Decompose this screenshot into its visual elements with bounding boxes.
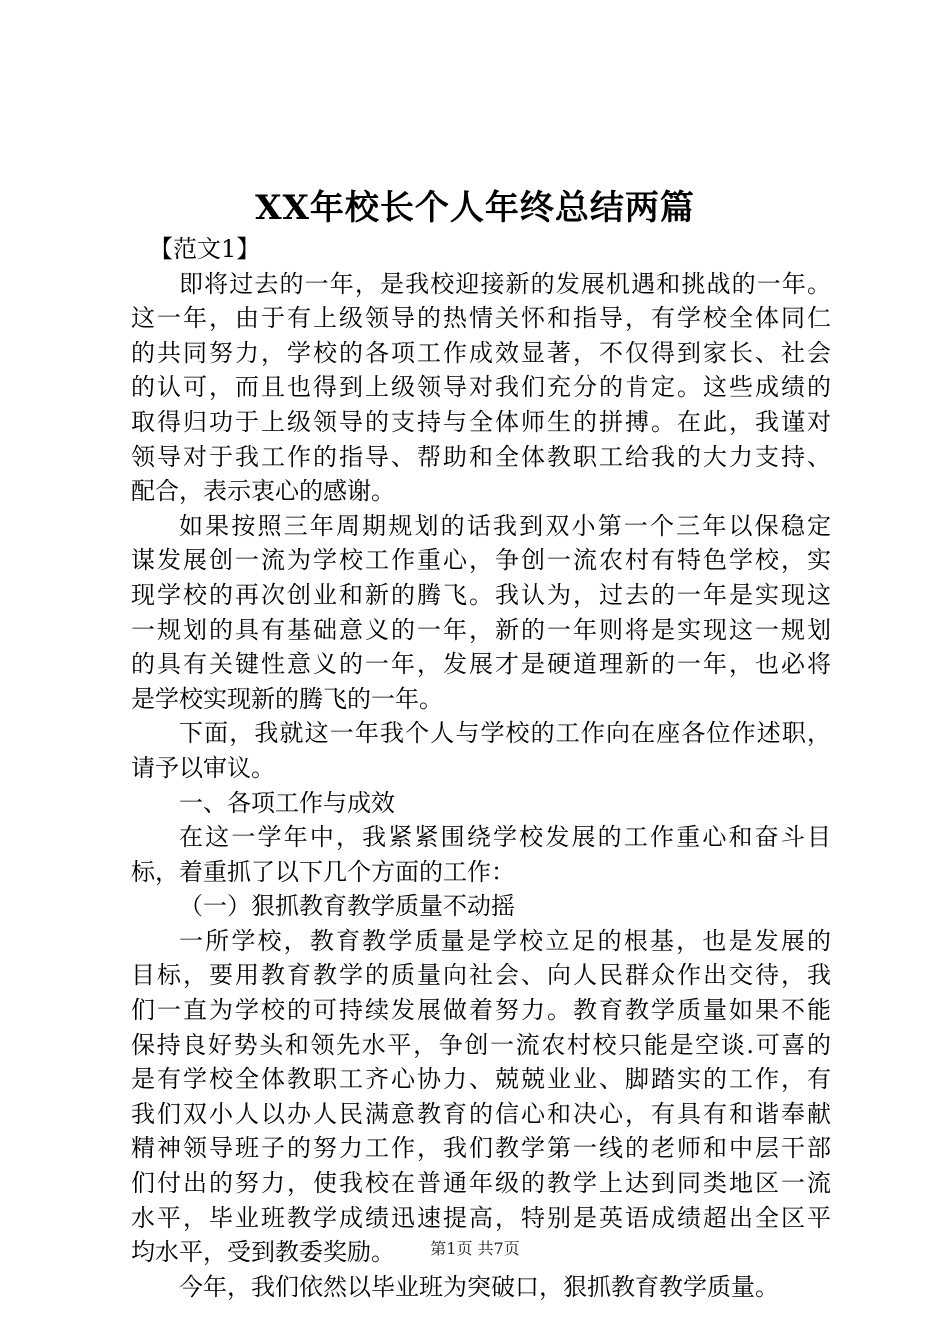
text-line: 精神领导班子的努力工作，我们教学第一线的老师和中层干部 [131, 1134, 831, 1163]
text-line: （一）狠抓教育教学质量不动摇 [179, 892, 515, 921]
text-line: 在这一学年中，我紧紧围绕学校发展的工作重心和奋斗目 [179, 823, 831, 852]
text-line: 【范文1】 [149, 235, 261, 263]
text-line: 一规划的具有基础意义的一年，新的一年则将是实现这一规划 [131, 615, 831, 644]
text-line: 标，着重抓了以下几个方面的工作： [131, 857, 515, 886]
text-line: 我们双小人以办人民满意教育的信心和决心，有具有和谐奉献 [131, 1099, 831, 1128]
text-line: 们付出的努力，使我校在普通年级的教学上达到同类地区一流 [131, 1169, 831, 1198]
text-line: 这一年，由于有上级领导的热情关怀和指导，有学校全体同仁 [131, 304, 831, 333]
text-line: 均水平，受到教委奖励。 [131, 1238, 395, 1267]
document-body [131, 232, 831, 1304]
text-line: 是有学校全体教职工齐心协力、兢兢业业、脚踏实的工作，有 [131, 1065, 831, 1094]
text-line: 一、各项工作与成效 [179, 788, 395, 817]
document-title: XX年校长个人年终总结两篇 [255, 188, 695, 228]
text-line: 谋发展创一流为学校工作重心，争创一流农村有特色学校，实 [131, 546, 831, 575]
text-line: 取得归功于上级领导的支持与全体师生的拼搏。在此，我谨对 [131, 407, 831, 436]
text-line: 配合，表示衷心的感谢。 [131, 477, 395, 506]
page-footer: 第1页 共7页 [430, 1239, 520, 1258]
text-line: 如果按照三年周期规划的话我到双小第一个三年以保稳定 [179, 511, 831, 540]
text-line: 即将过去的一年，是我校迎接新的发展机遇和挑战的一年。 [179, 269, 831, 298]
text-line: 一所学校，教育教学质量是学校立足的根基，也是发展的 [179, 926, 831, 955]
text-line: 保持良好势头和领先水平，争创一流农村校只能是空谈.可喜的 [131, 1030, 831, 1059]
text-line: 的具有关键性意义的一年，发展才是硬道理新的一年，也必将 [131, 650, 831, 679]
text-line: 水平，毕业班教学成绩迅速提高，特别是英语成绩超出全区平 [131, 1203, 831, 1232]
text-line: 下面，我就这一年我个人与学校的工作向在座各位作述职， [179, 719, 831, 748]
text-line: 请予以审议。 [131, 753, 275, 782]
text-line: 领导对于我工作的指导、帮助和全体教职工给我的大力支持、 [131, 442, 831, 471]
text-line: 目标，要用教育教学的质量向社会、向人民群众作出交待，我 [131, 961, 831, 990]
text-line: 今年，我们依然以毕业班为突破口，狠抓教育教学质量。 [179, 1272, 779, 1301]
text-line: 的认可，而且也得到上级领导对我们充分的肯定。这些成绩的 [131, 373, 831, 402]
text-line: 现学校的再次创业和新的腾飞。我认为，过去的一年是实现这 [131, 580, 831, 609]
text-line: 们一直为学校的可持续发展做着努力。教育教学质量如果不能 [131, 996, 831, 1025]
text-line: 的共同努力，学校的各项工作成效显著，不仅得到家长、社会 [131, 338, 831, 367]
text-line: 是学校实现新的腾飞的一年。 [131, 684, 443, 713]
